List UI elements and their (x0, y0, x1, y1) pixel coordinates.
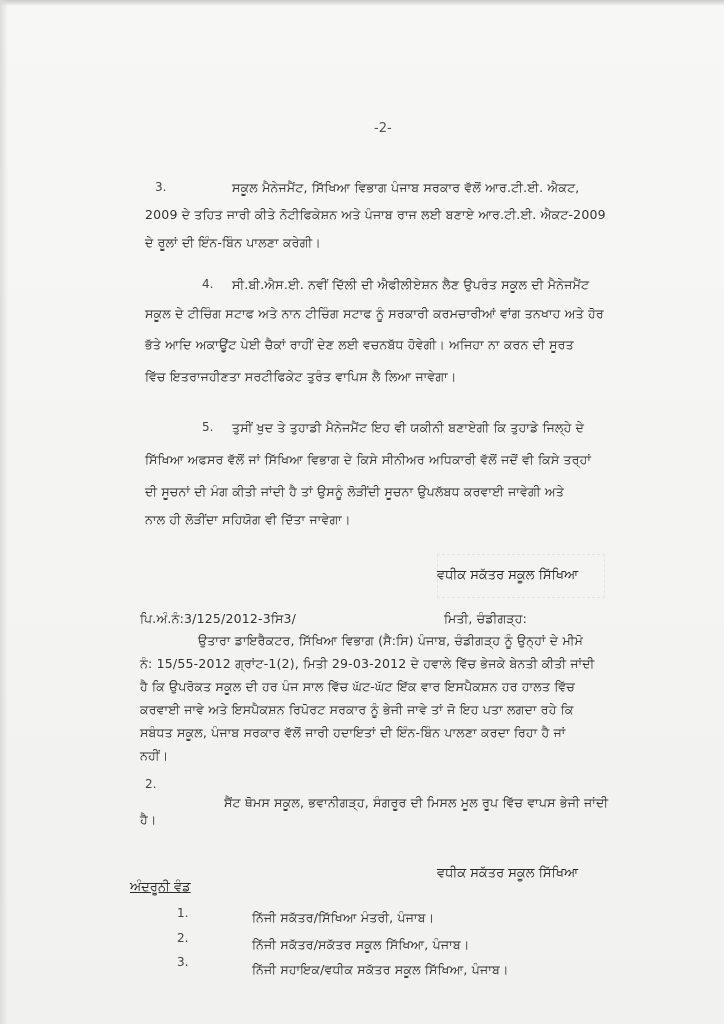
para5-line-1: ਤੁਸੀਂ ਖੁਦ ਤੇ ਤੁਹਾਡੀ ਮੈਨੇਜਮੈਂਟ ਇਹ ਵੀ ਯਕੀਨੀ ਬਣਾਏਗੀ ਕਿ ਤੁਹਾਡੇ ਜਿਲ੍ਹੇ ਦੇ (232, 420, 585, 435)
page-left-edge (0, 0, 8, 1024)
para4-line-2: ਸਕੂਲ ਦੇ ਟੀਚਿੰਗ ਸਟਾਫ ਅਤੇ ਨਾਨ ਟੀਚਿੰਗ ਸਟਾਫ ਨੂੰ ਸਰਕਾਰੀ ਕਰਮਚਾਰੀਆਂ ਵਾਂਗ ਤਨਖਾਹ ਅਤੇ ਹੋਰ (145, 306, 604, 321)
endorsement-item2-line-2: ਹੈ। (140, 812, 157, 827)
endorsement-line-1: ਉਤਾਰਾ ਡਾਇਰੈਕਟਰ, ਸਿੱਖਿਆ ਵਿਭਾਗ (ਸੈ:ਸਿ) ਪੰਜਾਬ, ਚੰਡੀਗੜ੍ਹ ਨੂੰ ਉਨ੍ਹਾਂ ਦੇ ਮੀਮੋ (198, 633, 584, 648)
endorsement-ref: ਪਿ.ਅੰ.ਨੰ:3/125/2012-3ਸਿ3/ (140, 611, 297, 626)
copy-item-1-number: 1. (177, 906, 189, 920)
copy-item-3-text: ਨਿੱਜੀ ਸਹਾਇਕ/ਵਧੀਕ ਸਕੱਤਰ ਸਕੂਲ ਸਿੱਖਿਆ, ਪੰਜਾਬ। (252, 962, 509, 977)
endorsement-line-5: ਸਬੰਧਤ ਸਕੂਲ, ਪੰਜਾਬ ਸਰਕਾਰ ਵੱਲੋਂ ਜਾਰੀ ਹਦਾਇਤਾਂ ਦੀ ਇੰਨ-ਬਿੰਨ ਪਾਲਣਾ ਕਰਦਾ ਰਿਹਾ ਹੈ ਜਾਂ (140, 725, 566, 740)
para5-line-4: ਨਾਲ ਹੀ ਲੋੜੀਂਦਾ ਸਹਿਯੋਗ ਵੀ ਦਿੱਤਾ ਜਾਵੇਗਾ। (145, 512, 351, 527)
signature-2: ਵਧੀਕ ਸਕੱਤਰ ਸਕੂਲ ਸਿੱਖਿਆ (437, 866, 579, 881)
copy-item-3-number: 3. (177, 955, 189, 969)
para4-line-3: ਭੱਤੇ ਆਦਿ ਅਕਾਊਂਟ ਪੇਈ ਚੈਕਾਂ ਰਾਹੀਂ ਦੇਣ ਲਈ ਵਚਨਬੱਧ ਹੋਵੇਗੀ। ਅਜਿਹਾ ਨਾ ਕਰਨ ਦੀ ਸੂਰਤ (145, 337, 574, 352)
para3-line-3: ਦੇ ਰੂਲਾਂ ਦੀ ਇੰਨ-ਬਿੰਨ ਪਾਲਣਾ ਕਰੇਗੀ। (145, 235, 321, 250)
para3-number: 3. (155, 180, 167, 194)
endorsement-line-3: ਹੈ ਕਿ ਉਪਰੋਕਤ ਸਕੂਲ ਦੀ ਹਰ ਪੰਜ ਸਾਲ ਵਿੱਚ ਘੱਟ-ਘੱਟ ਇੱਕ ਵਾਰ ਇਸਪੈਕਸ਼ਨ ਹਰ ਹਾਲਤ ਵਿੱਚ (140, 679, 576, 694)
endorsement-line-6: ਨਹੀਂ। (140, 748, 169, 763)
endorsement-line-2: ਨੰ: 15/55-2012 ਗ੍ਰਾਂਟ-1(2), ਮਿਤੀ 29-03-2012 ਦੇ ਹਵਾਲੇ ਵਿੱਚ ਭੇਜਕੇ ਬੇਨਤੀ ਕੀਤੀ ਜਾਂਦੀ (140, 656, 595, 671)
para5-number: 5. (202, 420, 214, 434)
para4-line-1: ਸੀ.ਬੀ.ਐਸ.ਈ. ਨਵੀਂ ਦਿੱਲੀ ਦੀ ਐਫੀਲੀਏਸ਼ਨ ਲੈਣ ਉਪਰੰਤ ਸਕੂਲ ਦੀ ਮੈਨੇਜਮੈਂਟ (232, 277, 590, 292)
page-top-edge (0, 0, 724, 6)
signature-1: ਵਧੀਕ ਸਕੱਤਰ ਸਕੂਲ ਸਿੱਖਿਆ (437, 568, 579, 583)
copy-item-2-number: 2. (177, 931, 189, 945)
para4-line-4: ਵਿੱਚ ਇਤਰਾਜਹੀਣਤਾ ਸਰਟੀਫਿਕੇਟ ਤੁਰੰਤ ਵਾਪਿਸ ਲੈ ਲਿਆ ਜਾਵੇਗਾ। (145, 369, 457, 384)
para4-number: 4. (202, 277, 214, 291)
endorsement-line-4: ਕਰਵਾਈ ਜਾਵੇ ਅਤੇ ਇਸਪੈਕਸ਼ਨ ਰਿਪੋਰਟ ਸਰਕਾਰ ਨੂੰ ਭੇਜੀ ਜਾਵੇ ਤਾਂ ਜੋ ਇਹ ਪਤਾ ਲਗਦਾ ਰਹੇ ਕਿ (140, 702, 574, 717)
para3-line-1: ਸਕੂਲ ਮੈਨੇਜਮੈਂਟ, ਸਿੱਖਿਆ ਵਿਭਾਗ ਪੰਜਾਬ ਸਰਕਾਰ ਵੱਲੋਂ ਆਰ.ਟੀ.ਈ. ਐਕਟ, (232, 180, 580, 195)
copy-item-1-text: ਨਿੱਜੀ ਸਕੱਤਰ/ਸਿੱਖਿਆ ਮੰਤਰੀ, ਪੰਜਾਬ। (252, 910, 435, 925)
para5-line-3: ਦੀ ਸੂਚਨਾਂ ਦੀ ਮੰਗ ਕੀਤੀ ਜਾਂਦੀ ਹੈ ਤਾਂ ਉਸਨੂੰ ਲੋੜੀਂਦੀ ਸੂਚਨਾ ਉਪਲੱਬਧ ਕਰਵਾਈ ਜਾਵੇਗੀ ਅਤੇ (145, 484, 565, 499)
internal-copy-title: ਅੰਦਰੂਨੀ ਵੰਡ (130, 880, 191, 895)
endorsement-date-place: ਮਿਤੀ, ਚੰਡੀਗੜ੍ਹ: (444, 611, 528, 626)
para5-line-2: ਸਿੱਖਿਆ ਅਫਸਰ ਵੱਲੋਂ ਜਾਂ ਸਿੱਖਿਆ ਵਿਭਾਗ ਦੇ ਕਿਸੇ ਸੀਨੀਅਰ ਅਧਿਕਾਰੀ ਵੱਲੋਂ ਜਦੋਂ ਵੀ ਕਿਸੇ ਤਰ੍ਹਾਂ (145, 452, 592, 467)
endorsement-item2-line-1: ਸੈਂਟ ਥੋਮਸ ਸਕੂਲ, ਭਵਾਨੀਗੜ੍ਹ, ਸੰਗਰੂਰ ਦੀ ਮਿਸਲ ਮੂਲ ਰੂਪ ਵਿੱਚ ਵਾਪਸ ਭੇਜੀ ਜਾਂਦੀ (224, 795, 609, 810)
page-number: -2- (374, 121, 392, 136)
para3-line-2: 2009 ਦੇ ਤਹਿਤ ਜਾਰੀ ਕੀਤੇ ਨੋਟੀਫਿਕੇਸ਼ਨ ਅਤੇ ਪੰਜਾਬ ਰਾਜ ਲਈ ਬਣਾਏ ਆਰ.ਟੀ.ਈ. ਐਕਟ-2009 (145, 207, 606, 222)
copy-item-2-text: ਨਿੱਜੀ ਸਕੱਤਰ/ਸਕੱਤਰ ਸਕੂਲ ਸਿੱਖਿਆ, ਪੰਜਾਬ। (252, 937, 470, 952)
endorsement-item2-number: 2. (145, 777, 157, 791)
